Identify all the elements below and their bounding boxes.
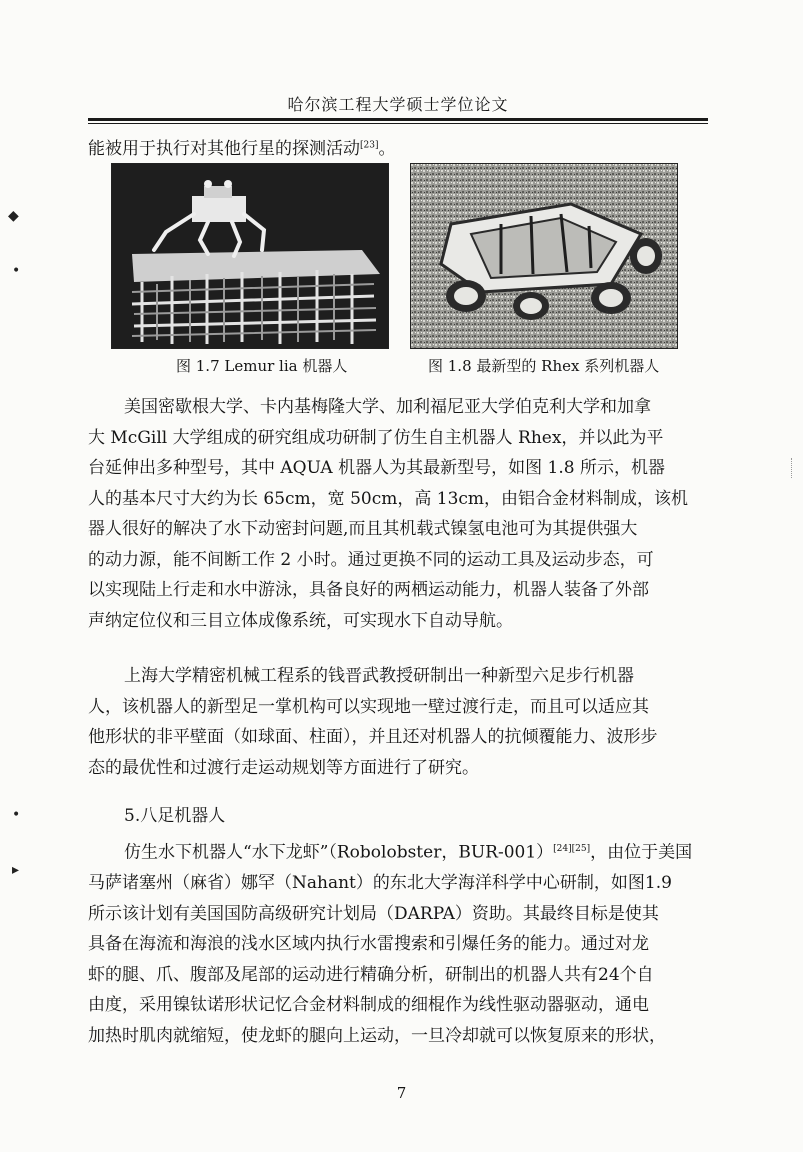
scan-mark: ▸	[12, 862, 20, 878]
figure-caption: 图 1.8 最新型的 Rhex 系列机器人	[428, 357, 660, 375]
text-line: 台延伸出多种型号，其中 AQUA 机器人为其最新型号，如图 1.8 所示，机器	[88, 458, 665, 478]
text-line: 人的基本尺寸大约为长 65cm，宽 50cm，高 13cm，由铝合金材料制成，该机	[88, 488, 689, 509]
scan-mark: •	[12, 263, 21, 279]
text-line: 由度，采用镍钛诺形状记忆合金材料制成的细棍作为线性驱动器驱动，通电	[88, 995, 649, 1016]
paragraph-robolobster	[88, 834, 708, 1051]
text-line: 以实现陆上行走和水中游泳，具备良好的两栖运动能力，机器人装备了外部	[88, 580, 649, 600]
text-line: 的动力源，能不间断工作 2 小时。通过更换不同的运动工具及运动步态，可	[88, 549, 654, 570]
text-line: 美国密歇根大学、卡内基梅隆大学、加利福尼亚大学伯克利大学和加拿	[124, 397, 651, 417]
text-line: 他形状的非平壁面（如球面、柱面），并且还对机器人的抗倾覆能力、波形步	[88, 727, 658, 747]
text-line: 人，该机器人的新型足一掌机构可以实现地一壁过渡行走，而且可以适应其	[88, 696, 649, 717]
page-number: 7	[396, 1084, 407, 1102]
text-line: 声纳定位仪和三目立体成像系统，可实现水下自动导航。	[88, 610, 513, 631]
text-line: 马萨诸塞州（麻省）娜罕（Nahant）的东北大学海洋科学中心研制，如图1.9	[88, 873, 672, 894]
scan-mark: •	[12, 807, 21, 823]
text-line: 器人很好的解决了水下动密封问题,而且其机载式镍氢电池可为其提供强大	[88, 519, 638, 539]
section-heading: 5.八足机器人	[124, 806, 226, 826]
scan-mark: ◆	[8, 208, 19, 224]
continued-line: 能被用于执行对其他行星的探测活动[23]。	[88, 139, 396, 159]
text-line: 虾的腿、爪、腹部及尾部的运动进行精确分析，研制出的机器人共有24个自	[88, 964, 654, 985]
running-header: 哈尔滨工程大学硕士学位论文	[287, 95, 509, 114]
header-rule-thick	[88, 118, 708, 121]
text-line: 加热时肌肉就缩短，使龙虾的腿向上运动，一旦冷却就可以恢复原来的形状，	[88, 1025, 666, 1046]
header-rule-thin	[88, 123, 708, 124]
figure-rhex-robot	[410, 163, 678, 349]
text-line: 态的最优性和过渡行走运动规划等方面进行了研究。	[88, 757, 479, 778]
paragraph-rhex	[88, 392, 708, 636]
text-line: 仿生水下机器人“水下龙虾”（Robolobster，BUR-001）[24][25]，由位于美国	[124, 842, 693, 863]
scan-edge	[791, 458, 803, 478]
text-line: 具备在海流和海浪的浅水区域内执行水雷搜索和引爆任务的能力。通过对龙	[88, 934, 649, 955]
citation: [24][25]	[553, 844, 591, 854]
text-line: 大 McGill 大学组成的研究组成功研制了仿生自主机器人 Rhex，并以此为平	[88, 427, 664, 448]
figure-lemur-robot	[111, 163, 389, 349]
paragraph-shanghai	[88, 661, 708, 783]
text-line: 所示该计划有美国国防高级研究计划局（DARPA）资助。其最终目标是使其	[88, 903, 659, 924]
text-line: 上海大学精密机械工程系的钱晋武教授研制出一种新型六足步行机器	[124, 666, 634, 686]
figure-caption: 图 1.7 Lemur lia 机器人	[176, 357, 348, 375]
citation: [23]	[360, 140, 379, 151]
